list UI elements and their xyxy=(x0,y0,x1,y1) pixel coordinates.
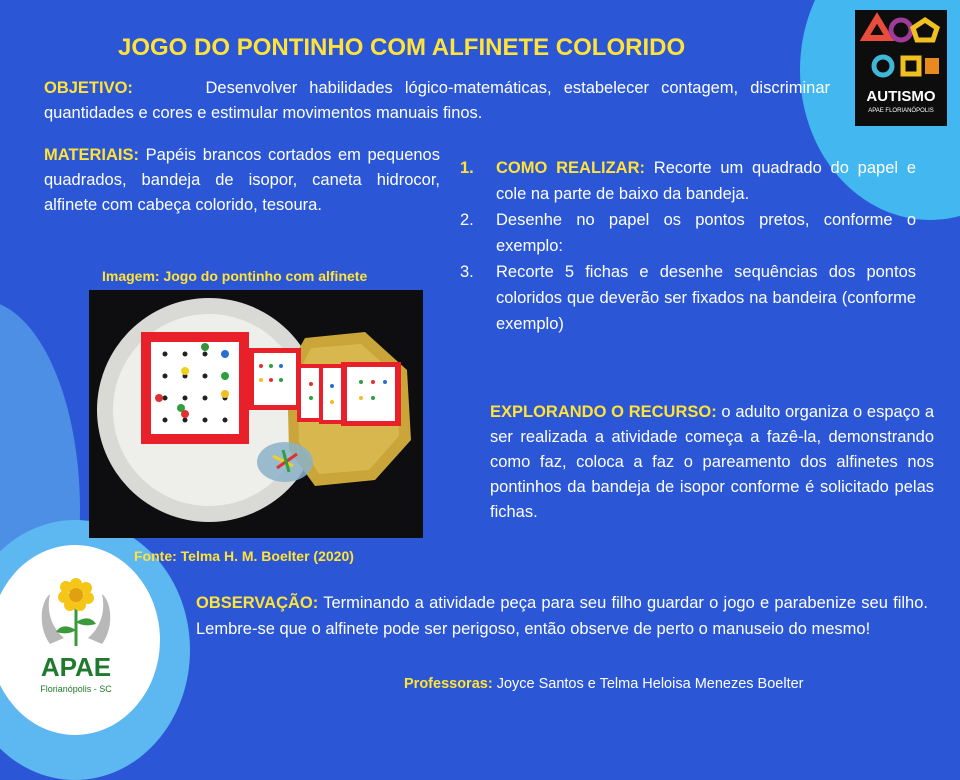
page-title: JOGO DO PONTINHO COM ALFINETE COLORIDO xyxy=(118,34,686,61)
autismo-logo xyxy=(855,10,947,126)
game-photo xyxy=(89,290,423,538)
step-1-text: Recorte um quadrado do papel e cole na parte de baixo da bandeja. xyxy=(496,159,916,203)
step-item xyxy=(460,207,916,259)
game-photo-illustration xyxy=(89,290,423,538)
explorando-label: EXPLORANDO O RECURSO: xyxy=(490,403,717,421)
autismo-logo-sub: APAE FLORIANÓPOLIS xyxy=(868,108,934,114)
apae-logo xyxy=(20,572,132,704)
flower-hands-icon xyxy=(20,572,132,652)
image-caption: Imagem: Jogo do pontinho com alfinete xyxy=(102,268,368,284)
professoras-label: Professoras: xyxy=(404,676,493,692)
como-realizar-label: COMO REALIZAR: xyxy=(496,159,646,177)
materiais-text: Papéis brancos cortados em pequenos quadrados, bandeja de isopor, caneta hidrocor, alfinete com cabeça colorido, tesoura. xyxy=(44,146,440,214)
step-number: 1. xyxy=(460,159,474,177)
objetivo-section xyxy=(44,76,830,126)
apae-logo-sub: Florianópolis - SC xyxy=(40,684,112,694)
step-text xyxy=(496,155,916,207)
observacao-text: Terminando a atividade peça para seu filho guardar o jogo e parabenize seu filho. Lembre-se que o alfinete pode ser perigoso, então observe de perto o manuseio do mesmo! xyxy=(196,594,928,638)
step-2-text: Desenhe no papel os pontos pretos, conforme o exemplo: xyxy=(496,211,916,255)
observacao-section xyxy=(196,590,928,642)
como-realizar-list xyxy=(460,155,916,337)
materiais-label: MATERIAIS: xyxy=(44,146,140,164)
step-3-text: Recorte 5 fichas e desenhe sequências dos pontos coloridos que deverão ser fixados na bandeira (conforme exemplo) xyxy=(496,263,916,333)
step-number: 3. xyxy=(460,263,474,281)
step-item xyxy=(460,259,916,337)
professoras-line xyxy=(404,676,804,692)
observacao-label: OBSERVAÇÃO: xyxy=(196,594,319,612)
professoras-names: Joyce Santos e Telma Heloisa Menezes Boelter xyxy=(496,676,804,692)
image-source: Fonte: Telma H. M. Boelter (2020) xyxy=(134,548,354,564)
explorando-section xyxy=(490,400,934,525)
autismo-logo-text: AUTISMO xyxy=(866,88,936,105)
explorando-text: o adulto organiza o espaço a ser realizada a atividade começa a fazê-la, demonstrando como faz, coloca a faz o pareamento dos alfinetes nos pontinhos da bandeja de isopor conforme é solicitado pelas fichas. xyxy=(490,403,934,521)
step-item xyxy=(460,155,916,207)
materiais-section xyxy=(44,143,440,218)
apae-logo-text: APAE xyxy=(40,652,112,682)
objetivo-text: Desenvolver habilidades lógico-matemáticas, estabelecer contagem, discriminar quantidades e cores e estimular movimentos manuais finos. xyxy=(44,79,830,122)
step-number: 2. xyxy=(460,211,474,229)
objetivo-label: OBJETIVO: xyxy=(44,79,133,97)
